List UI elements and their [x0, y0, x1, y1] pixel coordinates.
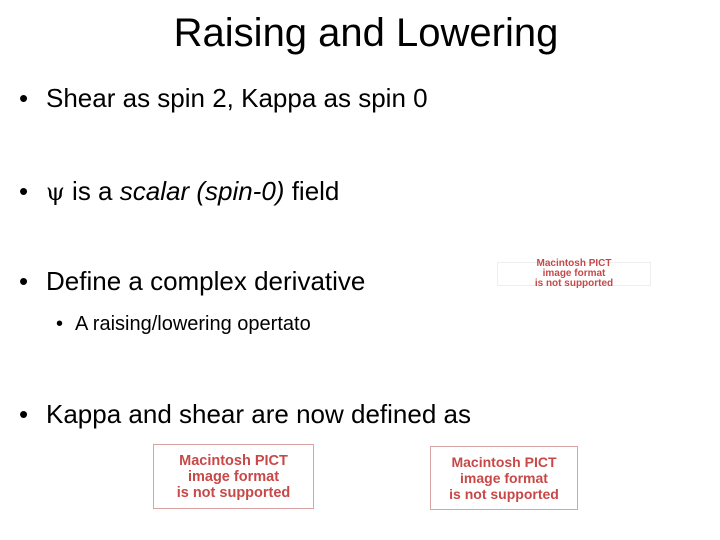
bullet-complex-derivative	[19, 265, 365, 297]
sub-bullet-raising-lowering	[56, 311, 311, 337]
bullet-text-italic: scalar (spin-0)	[119, 176, 285, 206]
bullet-marker: •	[19, 266, 29, 296]
sub-bullet-marker: •	[56, 313, 64, 335]
bullet-psi-scalar	[19, 175, 339, 208]
bullet-text: Kappa and shear are now defined as	[46, 399, 471, 429]
pict-placeholder-kappa	[153, 444, 314, 509]
pict-line-2: image format	[460, 470, 548, 486]
pict-placeholder-derivative	[497, 258, 651, 289]
bullet-text: Shear as spin 2, Kappa as spin 0	[46, 83, 428, 113]
bullet-marker: •	[19, 399, 29, 429]
bullet-kappa-shear-defined	[19, 398, 471, 430]
sub-bullet-text: A raising/lowering opertato	[75, 313, 311, 335]
bullet-text-end: field	[284, 176, 340, 206]
pict-placeholder-shear	[430, 446, 578, 510]
psi-symbol: ψ	[46, 178, 65, 206]
bullet-marker: •	[19, 176, 29, 206]
pict-line-1: Macintosh PICT	[179, 452, 288, 469]
bullet-text: Define a complex derivative	[46, 266, 366, 296]
pict-line-2: image format	[187, 468, 280, 485]
bullet-text-mid: is a	[64, 176, 120, 206]
pict-line-3: is not supported	[176, 484, 291, 501]
pict-line-3: is not supported	[534, 278, 614, 289]
pict-line-1: Macintosh PICT	[451, 454, 557, 470]
pict-line-2: image format	[542, 268, 606, 279]
pict-line-1: Macintosh PICT	[536, 258, 612, 269]
pict-line-3: is not supported	[449, 486, 559, 502]
slide-title: Raising and Lowering	[173, 11, 559, 55]
bullet-shear-kappa-spin	[19, 82, 428, 114]
bullet-marker: •	[19, 83, 29, 113]
